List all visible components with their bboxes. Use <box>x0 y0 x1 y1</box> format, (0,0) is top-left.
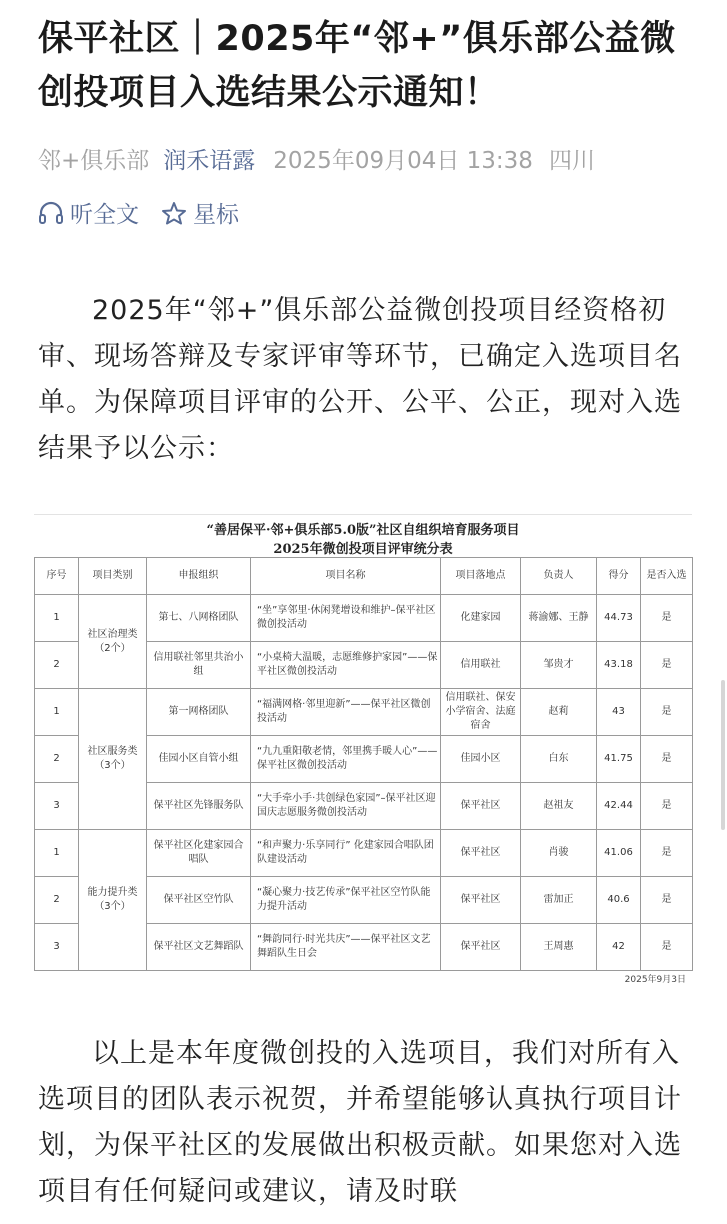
publish-time: 2025年09月04日 13:38 <box>273 148 533 174</box>
star-button[interactable] <box>161 196 239 229</box>
intro-paragraph: 2025年“邻+”俱乐部公益微创投项目经资格初审、现场答辩及专家评审等环节，已确定入选项目名单。为保障项目评审的公开、公平、公正，现对入选结果予以公示： <box>38 295 682 464</box>
row-no: 2 <box>35 736 79 783</box>
row-score: 40.6 <box>597 877 641 924</box>
table-row <box>35 830 693 877</box>
row-lead: 赵祖友 <box>521 783 597 830</box>
table-row <box>35 689 693 736</box>
article-actions <box>38 196 261 229</box>
row-score: 41.06 <box>597 830 641 877</box>
row-selected: 是 <box>641 877 693 924</box>
row-score: 43.18 <box>597 642 641 689</box>
row-no: 2 <box>35 877 79 924</box>
row-no: 1 <box>35 595 79 642</box>
article-title: 保平社区｜2025年“邻+”俱乐部公益微创投项目入选结果公示通知！ <box>38 19 676 113</box>
header-org: 申报组织 <box>147 558 251 595</box>
row-no: 2 <box>35 642 79 689</box>
star-icon <box>161 201 187 225</box>
scrollbar[interactable] <box>721 680 725 830</box>
row-selected: 是 <box>641 689 693 736</box>
row-score: 42 <box>597 924 641 971</box>
category-cell: 社区治理类（2个） <box>79 595 147 689</box>
row-project: “舞韵同行·时光共庆”——保平社区文艺舞蹈队生日会 <box>251 924 441 971</box>
listen-button[interactable] <box>38 196 139 229</box>
row-no: 3 <box>35 783 79 830</box>
row-site: 保平社区 <box>441 924 521 971</box>
row-site: 保平社区 <box>441 877 521 924</box>
row-org: 保平社区文艺舞蹈队 <box>147 924 251 971</box>
row-site: 保平社区 <box>441 830 521 877</box>
row-project: “和声聚力·乐享同行” 化建家园合唱队团队建设活动 <box>251 830 441 877</box>
row-score: 42.44 <box>597 783 641 830</box>
listen-label: 听全文 <box>70 202 139 228</box>
category-cell: 社区服务类（3个） <box>79 689 147 830</box>
row-selected: 是 <box>641 595 693 642</box>
table-title <box>34 515 692 557</box>
row-project: “凝心聚力·技艺传承”保平社区空竹队能力提升活动 <box>251 877 441 924</box>
closing-paragraph: 以上是本年度微创投的入选项目，我们对所有入选项目的团队表示祝贺，并希望能够认真执行项目计划，为保平社区的发展做出积极贡献。如果您对入选项目有任何疑问或建议，请及时联 <box>38 1038 682 1207</box>
row-org: 第七、八网格团队 <box>147 595 251 642</box>
star-label: 星标 <box>193 202 239 228</box>
location: 四川 <box>548 148 595 174</box>
row-org: 佳园小区自管小组 <box>147 736 251 783</box>
row-selected: 是 <box>641 642 693 689</box>
row-org: 信用联社邻里共治小组 <box>147 642 251 689</box>
row-org: 保平社区先锋服务队 <box>147 783 251 830</box>
header-lead: 负责人 <box>521 558 597 595</box>
header-category: 项目类别 <box>79 558 147 595</box>
table-date: 2025年9月3日 <box>624 975 686 985</box>
row-project: “坐”享邻里·休闲凳增设和维护–保平社区微创投活动 <box>251 595 441 642</box>
table-row <box>35 595 693 642</box>
author-name[interactable]: 润禾语露 <box>163 148 256 174</box>
category-cell: 能力提升类（3个） <box>79 830 147 971</box>
results-table <box>34 557 693 971</box>
header-no: 序号 <box>35 558 79 595</box>
header-project: 项目名称 <box>251 558 441 595</box>
header-site: 项目落地点 <box>441 558 521 595</box>
row-lead: 蒋渝娜、王静 <box>521 595 597 642</box>
row-project: “九九重阳敬老情，邻里携手暖人心”——保平社区微创投活动 <box>251 736 441 783</box>
row-score: 44.73 <box>597 595 641 642</box>
row-project: “大手牵小手·共创绿色家园”–保平社区迎国庆志愿服务微创投活动 <box>251 783 441 830</box>
row-lead: 邹贵才 <box>521 642 597 689</box>
row-no: 3 <box>35 924 79 971</box>
header-selected: 是否入选 <box>641 558 693 595</box>
row-lead: 王周惠 <box>521 924 597 971</box>
row-org: 保平社区空竹队 <box>147 877 251 924</box>
row-no: 1 <box>35 830 79 877</box>
row-lead: 雷加正 <box>521 877 597 924</box>
row-selected: 是 <box>641 830 693 877</box>
table-title-line1: “善居保平·邻+俱乐部5.0版”社区自组织培育服务项目 <box>206 523 520 538</box>
results-table-image <box>34 514 692 989</box>
row-selected: 是 <box>641 924 693 971</box>
header-score: 得分 <box>597 558 641 595</box>
row-project: “小桌椅大温暖，志愿维修护家园”——保平社区微创投活动 <box>251 642 441 689</box>
row-site: 保平社区 <box>441 783 521 830</box>
row-project: “福满网格·邻里迎新”——保平社区微创投活动 <box>251 689 441 736</box>
row-score: 41.75 <box>597 736 641 783</box>
row-org: 保平社区化建家园合唱队 <box>147 830 251 877</box>
row-site: 信用联社 <box>441 642 521 689</box>
article-meta <box>38 142 595 175</box>
headphones-icon <box>38 201 64 225</box>
row-selected: 是 <box>641 736 693 783</box>
row-site: 信用联社、保安小学宿舍、法庭宿舍 <box>441 689 521 736</box>
row-lead: 肖骏 <box>521 830 597 877</box>
row-no: 1 <box>35 689 79 736</box>
table-title-line2: 2025年微创投项目评审统分表 <box>273 542 453 557</box>
row-org: 第一网格团队 <box>147 689 251 736</box>
row-site: 佳园小区 <box>441 736 521 783</box>
row-lead: 白东 <box>521 736 597 783</box>
row-selected: 是 <box>641 783 693 830</box>
row-site: 化建家园 <box>441 595 521 642</box>
source-name[interactable]: 邻+俱乐部 <box>38 148 150 174</box>
row-lead: 赵莉 <box>521 689 597 736</box>
row-score: 43 <box>597 689 641 736</box>
